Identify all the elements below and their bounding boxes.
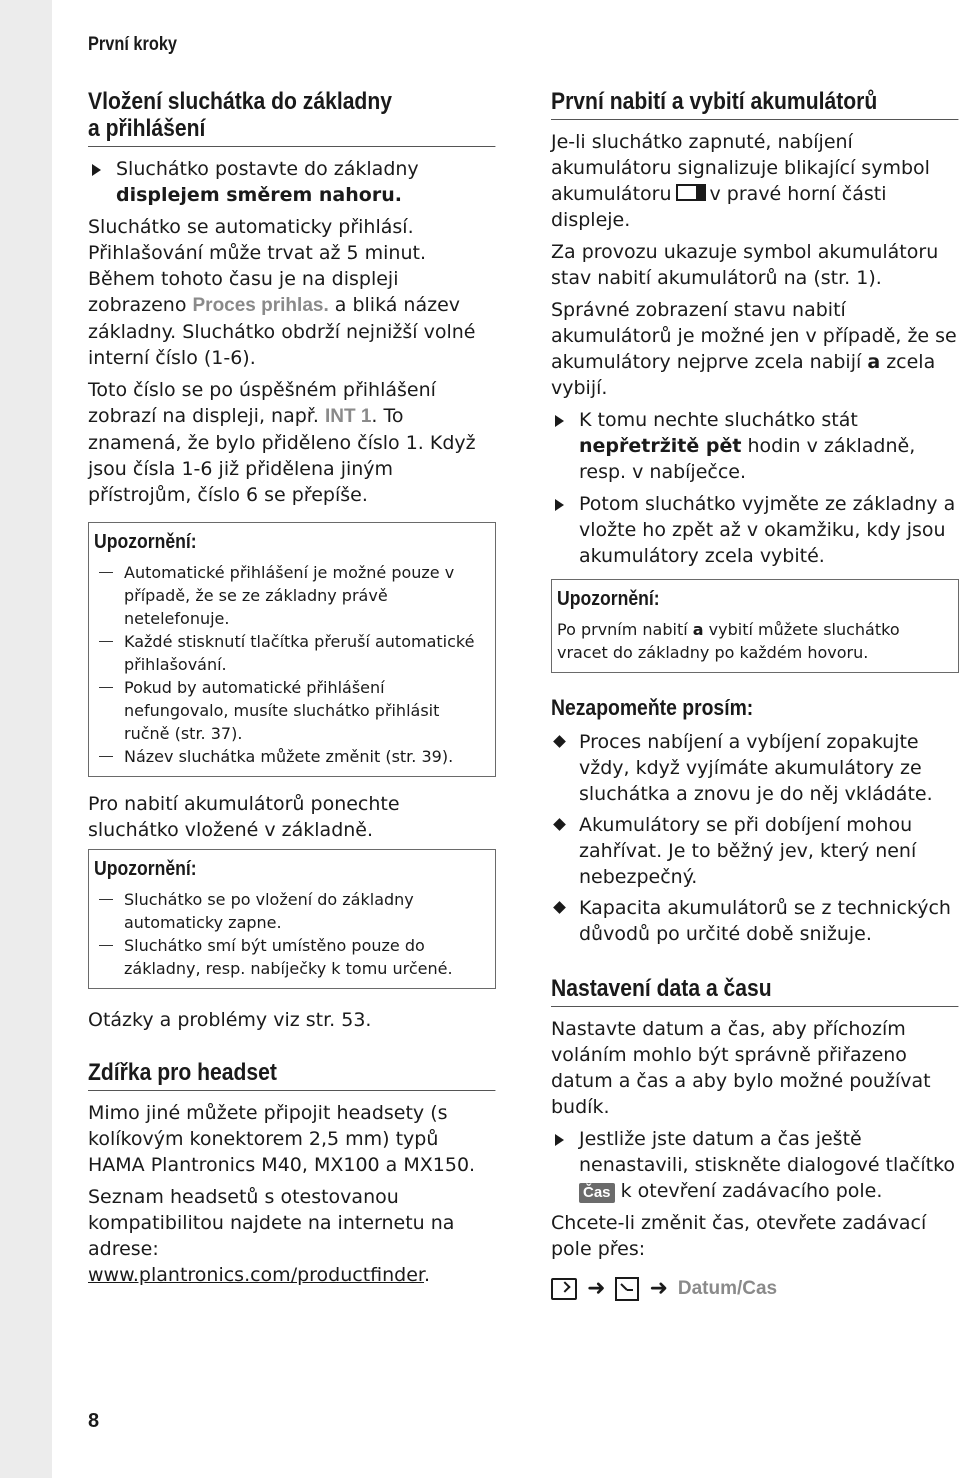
note-item: Automatické přihlášení je možné pouze v případě, že se ze základny právě netelefonuje. bbox=[94, 561, 487, 630]
diamond-bullet-icon bbox=[553, 818, 566, 831]
paragraph-troubleshooting: Otázky a problémy viz str. 53. bbox=[88, 1009, 372, 1031]
section-heading-registration bbox=[88, 88, 496, 147]
note-text: Po prvním nabití a vybití můžete sluchátko vracet do základny po každém hovoru. bbox=[557, 620, 900, 662]
note-box-registration bbox=[88, 522, 496, 777]
note-title: Upozornění: bbox=[94, 858, 197, 880]
dash-icon bbox=[99, 687, 113, 688]
note-item: Pokud by automatické přihlášení nefungovalo, musíte sluchátko přihlásit ručně (str. 37). bbox=[94, 676, 487, 745]
step-arrow-icon bbox=[555, 415, 564, 427]
paragraph-battery-accuracy: Správné zobrazení stavu nabití akumulátorů je možné jen v případě, že se akumulátory nejprve zcela nabijí a zcela vybijí. bbox=[551, 299, 957, 399]
paragraph-charging: Pro nabití akumulátorů ponechte sluchátko vložené v základně. bbox=[88, 793, 400, 841]
right-column bbox=[551, 88, 959, 1301]
reminder-heading: Nezapomeňte prosím: bbox=[551, 695, 754, 720]
note-box-placement bbox=[88, 849, 496, 989]
step-bold-text: displejem směrem nahoru. bbox=[116, 184, 402, 206]
left-column bbox=[88, 88, 496, 1294]
step-charge-five-hours: K tomu nechte sluchátko stát nepřetržitě pět hodin v základně, resp. v nabíječce. bbox=[551, 407, 959, 485]
paragraph-battery-status: Za provozu ukazuje symbol akumulátoru stav nabití akumulátorů na (str. 1). bbox=[551, 241, 939, 289]
page-spine bbox=[0, 0, 52, 1478]
paragraph-internal-number: Toto číslo se po úspěšném přihlášení zobrazí na displeji, např. INT 1. To znamená, že bylo přiděleno číslo 1. Když jsou čísla 1-6 již přidělena jiným přístrojům, číslo 6 se přepíše. bbox=[88, 379, 476, 506]
display-text-int: INT 1 bbox=[324, 406, 372, 427]
note-item: Sluchátko se po vložení do základny automaticky zapne. bbox=[94, 888, 487, 934]
section-heading-date-time: Nastavení data a času bbox=[551, 975, 959, 1007]
paragraph-date-time: Nastavte datum a čas, aby příchozím voláním mohlo být správně přiřazeno datum a čas a aby bylo možné používat budík. bbox=[551, 1018, 931, 1118]
paragraph-headset-list: Seznam headsetů s otestovanou kompatibilitou najdete na internetu na adrese: www.plantronics.com/productfinder. bbox=[88, 1186, 455, 1286]
paragraph-headset-types: Mimo jiné můžete připojit headsety (s kolíkovým konektorem 2,5 mm) typů HAMA Plantronics M40, MX100 a MX150. bbox=[88, 1102, 476, 1176]
step-arrow-icon bbox=[555, 1134, 564, 1146]
step-arrow-icon bbox=[92, 164, 101, 176]
step-arrow-icon bbox=[555, 499, 564, 511]
menu-item-datum-cas: Datum/Cas bbox=[677, 1277, 778, 1299]
arrow-right-icon: ➜ bbox=[587, 1276, 606, 1301]
note-box-battery bbox=[551, 579, 959, 673]
menu-path bbox=[551, 1276, 959, 1301]
dash-icon bbox=[99, 572, 113, 573]
reminder-item: Proces nabíjení a vybíjení zopakujte vždy, když vyjímáte akumulátory ze sluchátka a znovu je do něj vkládáte. bbox=[551, 729, 959, 807]
diamond-bullet-icon bbox=[553, 735, 566, 748]
reminder-item: Kapacita akumulátorů se z technických důvodů po určité době snižuje. bbox=[551, 895, 959, 947]
note-item: Každé stisknutí tlačítka přeruší automatické přihlašování. bbox=[94, 630, 487, 676]
note-item: Sluchátko smí být umístěno pouze do základny, resp. nabíječky k tomu určené. bbox=[94, 934, 487, 980]
reminder-item: Akumulátory se při dobíjení mohou zahřívat. Je to běžný jev, který není nebezpečný. bbox=[551, 812, 959, 890]
dash-icon bbox=[99, 899, 113, 900]
softkey-cas: Čas bbox=[579, 1183, 615, 1203]
paragraph-change-time: Chcete-li změnit čas, otevřete zadávací pole přes: bbox=[551, 1212, 927, 1260]
section-heading-battery: První nabití a vybití akumulátorů bbox=[551, 88, 959, 120]
dash-icon bbox=[99, 945, 113, 946]
menu-key-icon bbox=[551, 1278, 577, 1300]
note-title: Upozornění: bbox=[94, 531, 197, 553]
section-heading-headset: Zdířka pro headset bbox=[88, 1059, 496, 1091]
display-text-proces: Proces prihlas. bbox=[192, 295, 329, 316]
paragraph-auto-register: Sluchátko se automaticky přihlásí. Přihlašování může trvat až 5 minut. Během tohoto času je na displeji zobrazeno Proces prihlas. a bliká název základny. Sluchátko obdrží nejnižší volné interní číslo (1-6). bbox=[88, 216, 476, 369]
dash-icon bbox=[99, 756, 113, 757]
heading-line-1: Vložení sluchátka do základny bbox=[88, 88, 392, 115]
paragraph-battery-symbol: Je-li sluchátko zapnuté, nabíjení akumulátoru signalizuje blikající symbol akumulátoru v pravé horní části displeje. bbox=[551, 131, 930, 231]
diamond-bullet-icon bbox=[553, 901, 566, 914]
note-item: Název sluchátka můžete změnit (str. 39). bbox=[94, 745, 487, 768]
battery-icon bbox=[676, 184, 706, 201]
heading-line-2: a přihlášení bbox=[88, 115, 206, 142]
productfinder-link[interactable]: www.plantronics.com/productfinder bbox=[88, 1264, 424, 1286]
dash-icon bbox=[99, 641, 113, 642]
step-discharge: Potom sluchátko vyjměte ze základny a vložte ho zpět až v okamžiku, kdy jsou akumulátory zcela vybité. bbox=[551, 491, 959, 569]
arrow-right-icon: ➜ bbox=[649, 1276, 668, 1301]
step-set-date-time: Jestliže jste datum a čas ještě nenastavili, stiskněte dialogové tlačítko Čas k otevření zadávacího pole. bbox=[551, 1126, 959, 1204]
running-title: První kroky bbox=[88, 34, 178, 55]
page-number: 8 bbox=[88, 1410, 100, 1432]
step-place-handset: Sluchátko postavte do základny displejem směrem nahoru. bbox=[88, 156, 496, 208]
note-title: Upozornění: bbox=[557, 588, 660, 610]
settings-icon bbox=[615, 1277, 639, 1301]
